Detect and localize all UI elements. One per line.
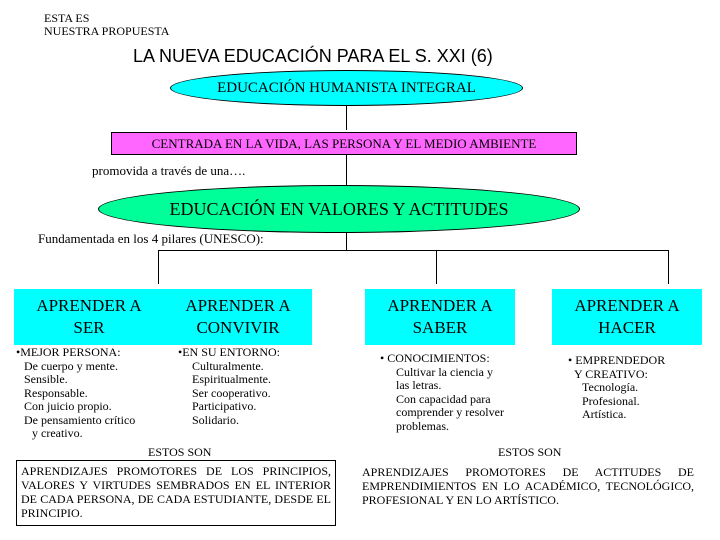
promoted-text: promovida a través de una…. <box>92 163 246 178</box>
pillar-hacer-label: APRENDER A HACER <box>574 296 680 337</box>
centered-life-label: CENTRADA EN LA VIDA, LAS PERSONA Y EL MEDIO AMBIENTE <box>151 135 537 151</box>
values-education-ellipse <box>98 185 580 233</box>
list-item: las letras. <box>396 378 442 392</box>
pillar-hacer-list <box>568 354 665 422</box>
values-education-label: EDUCACIÓN EN VALORES Y ACTITUDES <box>169 198 509 219</box>
list-item: Con capacidad para <box>396 391 491 406</box>
list-item: Con juicio propio. <box>24 399 112 413</box>
list-item: problemas. <box>396 418 449 433</box>
pillar-saber <box>365 289 515 345</box>
pillar-ser-label: APRENDER A SER <box>36 296 142 337</box>
page-title: LA NUEVA EDUCACIÓN PARA EL S. XXI (6) <box>133 46 493 66</box>
bottom-right-text: APRENDIZAJES PROMOTORES DE ACTITUDES DE EMPRENDIMIENTOS EN LO ACADÉMICO, TECNOLÓGICO, PROFESIONAL Y EN LO ARTÍSTICO. <box>362 465 694 507</box>
connector-line <box>158 250 159 284</box>
list-item: Participativo. <box>192 399 257 413</box>
list-item: comprender y resolver <box>396 405 504 419</box>
connector-line <box>158 250 668 251</box>
list-item: De cuerpo y mente. <box>24 358 118 373</box>
bottom-right-box <box>358 462 698 514</box>
list-item: Culturalmente. <box>192 358 264 373</box>
pillar-convivir <box>164 289 312 345</box>
estos-son-right: ESTOS SON <box>498 445 562 459</box>
list-item: y creativo. <box>32 426 83 440</box>
estos-son-left: ESTOS SON <box>148 445 212 459</box>
connector-line <box>346 102 347 130</box>
centered-life-box <box>111 132 577 155</box>
connector-line <box>436 250 437 284</box>
list-item: Cultivar la ciencia y <box>396 364 493 379</box>
list-item: Artística. <box>582 407 627 421</box>
pillar-ser <box>14 289 164 345</box>
list-item: Tecnología. <box>582 380 639 394</box>
list-item: Y CREATIVO: <box>574 366 648 381</box>
pillar-hacer <box>552 289 702 345</box>
list-item: •EN SU ENTORNO: <box>178 345 280 359</box>
header-line-2: NUESTRA PROPUESTA <box>44 24 170 38</box>
connector-line <box>346 232 347 250</box>
pillar-ser-list <box>16 346 135 441</box>
founded-text: Fundamentada en los 4 pilares (UNESCO): <box>38 231 264 246</box>
pillar-saber-label: APRENDER A SABER <box>387 296 493 337</box>
pillar-convivir-label: APRENDER A CONVIVIR <box>185 296 291 337</box>
header-note <box>44 12 169 38</box>
humanist-education-ellipse <box>170 70 523 106</box>
pillar-saber-list <box>380 352 504 433</box>
list-item: Ser cooperativo. <box>192 385 271 400</box>
list-item: • CONOCIMIENTOS: <box>380 351 490 365</box>
list-item: • EMPRENDEDOR <box>568 353 666 367</box>
list-item: Profesional. <box>582 393 640 408</box>
bottom-left-box <box>16 460 336 526</box>
list-item: Solidario. <box>192 412 239 427</box>
connector-line <box>346 155 347 185</box>
list-item: De pensamiento crítico <box>24 412 136 427</box>
humanist-education-label: EDUCACIÓN HUMANISTA INTEGRAL <box>217 79 476 96</box>
list-item: •MEJOR PERSONA: <box>16 345 121 359</box>
list-item: Sensible. <box>24 372 68 386</box>
connector-line <box>668 250 669 284</box>
bottom-left-text: APRENDIZAJES PROMOTORES DE LOS PRINCIPIOS, VALORES Y VIRTUDES SEMBRADOS EN EL INTERIOR DE CADA PERSONA, DE CADA ESTUDIANTE, DESDE EL PRINCIPIO. <box>21 464 331 520</box>
list-item: Responsable. <box>24 385 88 400</box>
pillar-convivir-list <box>178 346 280 427</box>
list-item: Espiritualmente. <box>192 372 271 386</box>
header-line-1: ESTA ES <box>44 11 90 25</box>
